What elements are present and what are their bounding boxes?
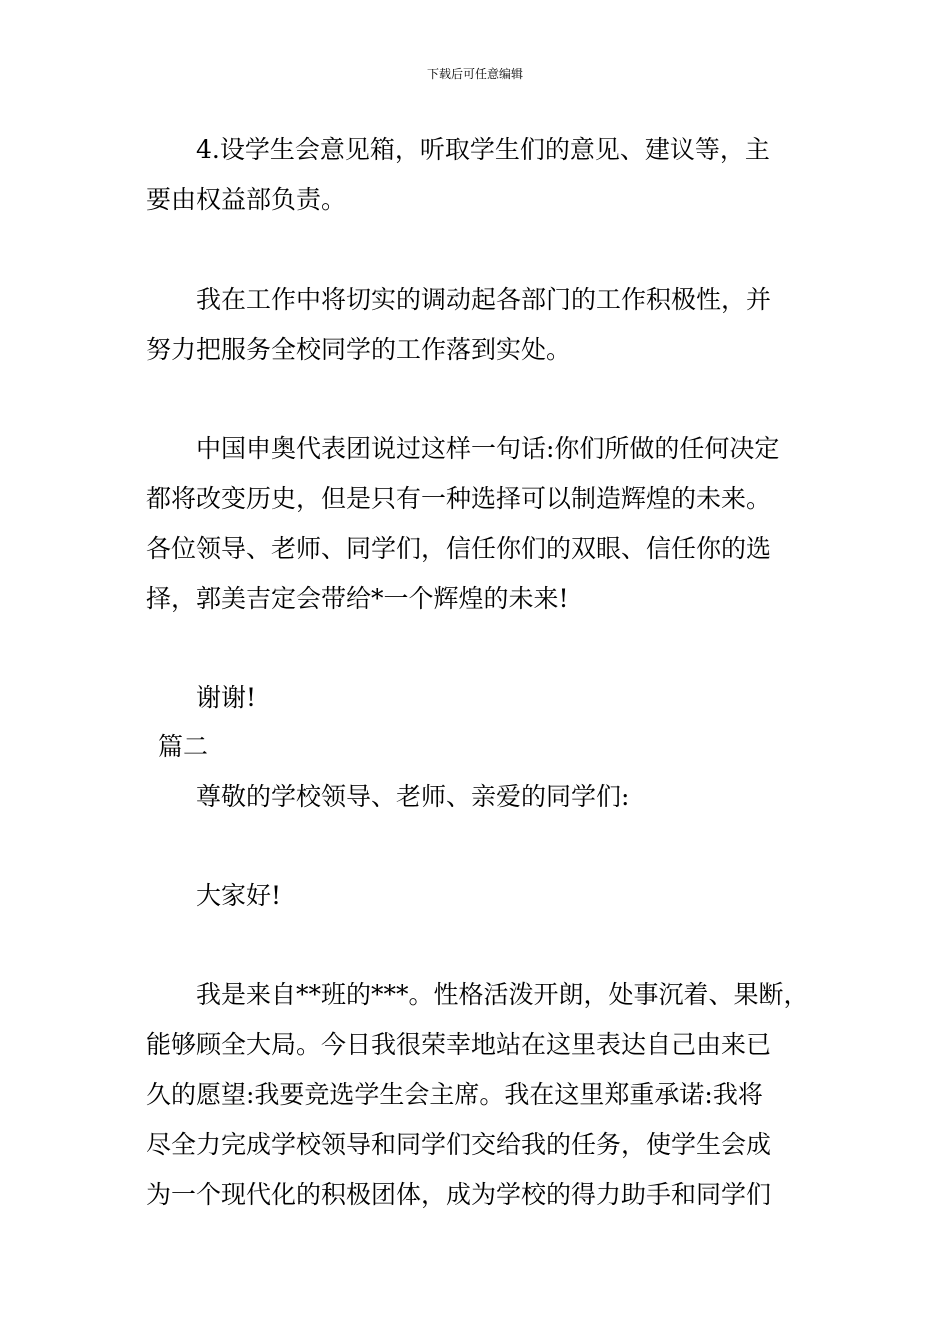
paragraph-olympic-quote bbox=[146, 424, 816, 624]
paragraph-line: 尽全力完成学校领导和同学们交给我的任务，使学生会成 bbox=[146, 1130, 772, 1159]
paragraph-line: 努力把服务全校同学的工作落到实处。 bbox=[146, 335, 572, 364]
paragraph-line: 各位领导、老师、同学们，信任你们的双眼、信任你的选 bbox=[146, 534, 772, 563]
paragraph-line: 为一个现代化的积极团体，成为学校的得力助手和同学们 bbox=[146, 1180, 772, 1209]
paragraph-line: 4.设学生会意见箱，听取学生们的意见、建议等，主 bbox=[196, 135, 770, 164]
header-note: 下载后可任意编辑 bbox=[426, 67, 523, 81]
paragraph-line: 大家好! bbox=[196, 881, 282, 910]
paragraph-line: 择，郭美吉定会带给*一个辉煌的未来! bbox=[146, 584, 569, 613]
section-title: 篇二 bbox=[158, 732, 209, 761]
paragraph-line: 中国申奥代表团说过这样一句话:你们所做的任何决定 bbox=[196, 434, 780, 463]
paragraph-line: 尊敬的学校领导、老师、亲爱的同学们: bbox=[196, 782, 630, 811]
paragraph-line: 我是来自**班的***。性格活泼开朗，处事沉着、果断， bbox=[196, 980, 809, 1009]
paragraph-opinion-box bbox=[146, 125, 816, 225]
paragraph-line: 能够顾全大局。今日我很荣幸地站在这里表达自己由来已 bbox=[146, 1030, 772, 1059]
paragraph-self-introduction bbox=[146, 970, 816, 1220]
paragraph-line: 要由权益部负责。 bbox=[146, 185, 347, 214]
paragraph-salutation bbox=[146, 772, 816, 822]
paragraph-thanks bbox=[146, 673, 816, 723]
paragraph-line: 都将改变历史，但是只有一种选择可以制造辉煌的未来。 bbox=[146, 484, 772, 513]
paragraph-greeting bbox=[146, 871, 816, 921]
paragraph-work-commitment bbox=[146, 275, 816, 375]
paragraph-line: 谢谢! bbox=[196, 683, 257, 712]
paragraph-line: 久的愿望:我要竞选学生会主席。我在这里郑重承诺:我将 bbox=[146, 1080, 763, 1109]
paragraph-line: 我在工作中将切实的调动起各部门的工作积极性，并 bbox=[196, 285, 772, 314]
